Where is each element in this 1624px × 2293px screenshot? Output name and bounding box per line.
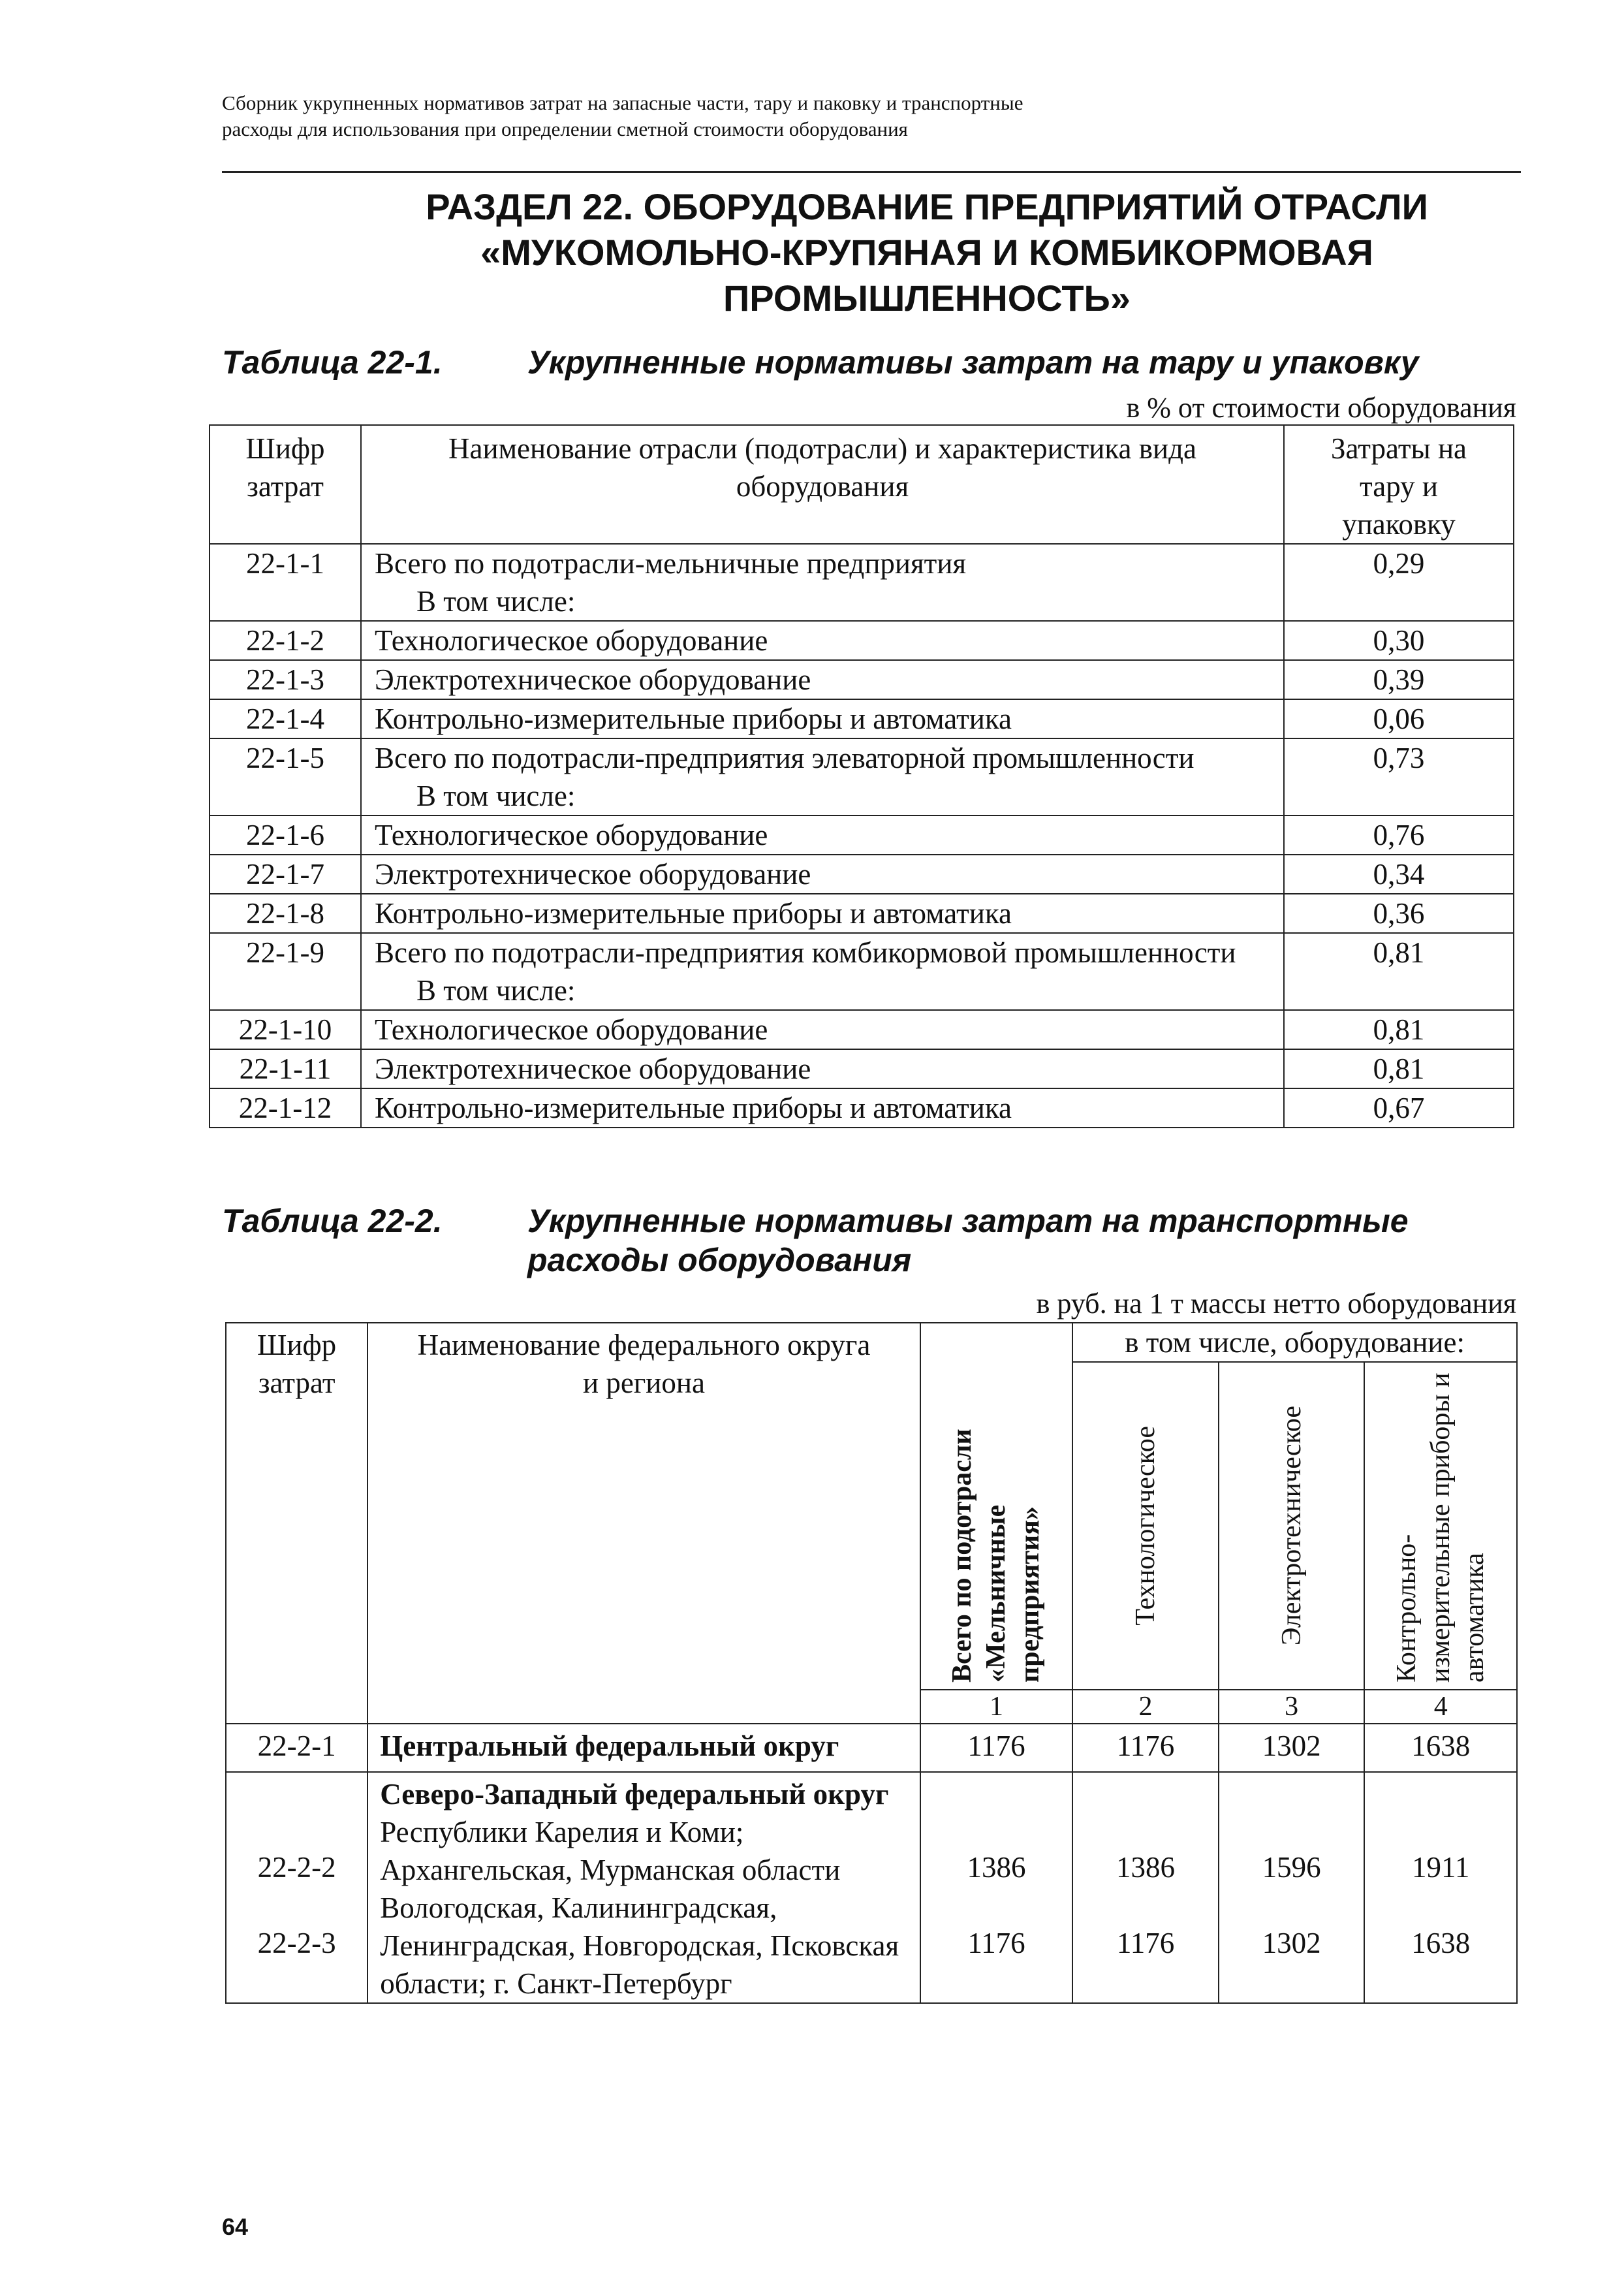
table1-row-subnote: В том числе:	[416, 780, 576, 812]
running-header	[222, 90, 1514, 142]
table2-row1-code: 22-2-1	[226, 1724, 367, 1772]
table1-unit-note: в % от стоимости оборудования	[1126, 392, 1516, 424]
table2-row1-c3: 1302	[1219, 1724, 1365, 1772]
table2-nw-c4	[1364, 1772, 1517, 2003]
table1-row-value: 0,67	[1284, 1088, 1514, 1128]
table1-row-code: 22-1-11	[210, 1049, 361, 1088]
page-number: 64	[222, 2213, 249, 2240]
table1-row-name-text: Всего по подотрасли-предприятия комбикормовой промышленности	[375, 936, 1236, 969]
table1-row-code: 22-1-6	[210, 815, 361, 855]
table1-row-name	[361, 815, 1284, 855]
table2-header-total-cell	[920, 1323, 1073, 1690]
table1-row-name-text: Всего по подотрасли-мельничные предприятия	[375, 547, 967, 580]
table1-title: Укрупненные нормативы затрат на тару и упаковку	[527, 344, 1419, 381]
table2-header-row-1	[226, 1323, 1517, 1362]
table1-row-name	[361, 1088, 1284, 1128]
table1-row-value: 0,29	[1284, 544, 1514, 621]
table1-row-value: 0,81	[1284, 933, 1514, 1010]
table1-row-value: 0,39	[1284, 660, 1514, 699]
table1-row-name-text: Контрольно-измерительные приборы и автоматика	[375, 897, 1012, 930]
table1-row	[210, 855, 1514, 894]
table2-row1-c1: 1176	[920, 1724, 1073, 1772]
table2-colnum-4: 4	[1364, 1690, 1517, 1724]
table1-row	[210, 1010, 1514, 1049]
table1-row-name-text: Всего по подотрасли-предприятия элеваторной промышленности	[375, 742, 1195, 774]
table1-row-name-text: Электротехническое оборудование	[375, 858, 811, 891]
table1-header-code: Шифр затрат	[210, 425, 361, 544]
table2-row3-name: Вологодская, Калининградская, Ленинградская, Новгородская, Псковская области; г. Санкт-Петербург	[380, 1891, 899, 2000]
table2-header-total-text: Всего по подотрасли «Мельничные предприятия»	[947, 1429, 1046, 1683]
table2-header-code: Шифр затрат	[226, 1323, 367, 1724]
table1-row	[210, 1049, 1514, 1088]
table2-title: Укрупненные нормативы затрат на транспортные расходы оборудования	[527, 1203, 1409, 1278]
table1-row-name	[361, 544, 1284, 621]
table1-row-code: 22-1-7	[210, 855, 361, 894]
table2-row3-code: 22-2-3	[257, 1927, 336, 1959]
table1-header-row	[210, 425, 1514, 544]
table1-row-name	[361, 855, 1284, 894]
table2-header-electro: Электротехническое	[1276, 1406, 1307, 1646]
header-rule	[222, 171, 1521, 173]
table1-row-code: 22-1-4	[210, 699, 361, 738]
table1-row	[210, 1088, 1514, 1128]
table2-row3-c3: 1302	[1262, 1927, 1321, 1959]
table1-row-code: 22-1-9	[210, 933, 361, 1010]
table2-nw-codes	[226, 1772, 367, 2003]
table2-header-kip-cell	[1364, 1362, 1517, 1690]
table1-row-value: 0,76	[1284, 815, 1514, 855]
table1-row	[210, 660, 1514, 699]
table2-row1-name: Центральный федеральный округ	[367, 1724, 920, 1772]
table2-header-group: в том числе, оборудование:	[1072, 1323, 1517, 1362]
table2-number: Таблица 22-2.	[222, 1203, 443, 1239]
table1-row-name-text: Технологическое оборудование	[375, 624, 768, 657]
table2-colnum-3: 3	[1219, 1690, 1365, 1724]
running-header-line-1: Сборник укрупненных нормативов затрат на запасные части, тару и паковку и транспортные	[222, 91, 1023, 114]
table2-row2-name: Республики Карелия и Коми; Архангельская, Мурманская области	[380, 1816, 841, 1886]
table2-code-spacer	[226, 1886, 367, 1924]
table2-unit-note: в руб. на 1 т массы нетто оборудования	[1036, 1288, 1516, 1320]
table2-row1-c4: 1638	[1364, 1724, 1517, 1772]
table1-row	[210, 699, 1514, 738]
table1-row	[210, 544, 1514, 621]
table2-nw-c2	[1072, 1772, 1219, 2003]
table2-row3-c4: 1638	[1411, 1927, 1471, 1959]
table2-row-northwest	[226, 1772, 1517, 2003]
table1-header-name: Наименование отрасли (подотрасли) и характеристика вида оборудования	[361, 425, 1284, 544]
table2-row2-c2: 1386	[1116, 1851, 1176, 1884]
table2-colnum-1: 1	[920, 1690, 1073, 1724]
table1-row-name	[361, 1049, 1284, 1088]
table2-c3-spacer	[1219, 1886, 1364, 1924]
table2-nw-c1	[920, 1772, 1073, 2003]
running-header-line-2: расходы для использования при определении сметной стоимости оборудования	[222, 118, 908, 140]
table2-nw-c3	[1219, 1772, 1365, 2003]
table1-row-value: 0,06	[1284, 699, 1514, 738]
table1-row-name	[361, 1010, 1284, 1049]
table2-c4-spacer	[1365, 1886, 1516, 1924]
table2-header-tech-cell	[1072, 1362, 1219, 1690]
table1	[209, 424, 1514, 1128]
table1-row-value: 0,81	[1284, 1049, 1514, 1088]
table2-row2-c4: 1911	[1412, 1851, 1470, 1884]
table1-row-name	[361, 933, 1284, 1010]
table2-colnum-2: 2	[1072, 1690, 1219, 1724]
table2-header-kip: Контрольно-измерительные приборы и автоматика	[1392, 1372, 1490, 1683]
table2-district2: Северо-Западный федеральный округ	[380, 1778, 889, 1811]
table1-row-name-text: Электротехническое оборудование	[375, 663, 811, 696]
table2-row2-code: 22-2-2	[257, 1851, 336, 1884]
table1-row	[210, 621, 1514, 660]
table2-nw-names	[367, 1772, 920, 2003]
section-title-line-1: РАЗДЕЛ 22. ОБОРУДОВАНИЕ ПРЕДПРИЯТИЙ ОТРАСЛИ	[426, 186, 1428, 227]
table1-row-value: 0,36	[1284, 894, 1514, 933]
table1-row	[210, 815, 1514, 855]
table1-row-subnote: В том числе:	[416, 974, 576, 1007]
table2-header-electro-cell	[1219, 1362, 1365, 1690]
table1-row-name	[361, 621, 1284, 660]
table1-row-value: 0,81	[1284, 1010, 1514, 1049]
table2-header-total	[945, 1369, 1047, 1683]
table1-row-name	[361, 699, 1284, 738]
table1-row-code: 22-1-2	[210, 621, 361, 660]
table1-row	[210, 933, 1514, 1010]
table2-header-tech: Технологическое	[1131, 1426, 1161, 1626]
table1-row-code: 22-1-8	[210, 894, 361, 933]
section-title	[366, 184, 1488, 321]
table1-row-name-text: Контрольно-измерительные приборы и автоматика	[375, 1092, 1012, 1124]
table1-row-name	[361, 660, 1284, 699]
table2-row-22-2-1	[226, 1724, 1517, 1772]
section-title-line-2: «МУКОМОЛЬНО-КРУПЯНАЯ И КОМБИКОРМОВАЯ	[480, 232, 1373, 273]
table2-row2-c1: 1386	[967, 1851, 1026, 1884]
table1-row-name-text: Технологическое оборудование	[375, 819, 768, 851]
table1-row-code: 22-1-5	[210, 738, 361, 815]
table1-row-code: 22-1-3	[210, 660, 361, 699]
table2-row2-c3: 1596	[1262, 1851, 1321, 1884]
table1-row-name	[361, 738, 1284, 815]
table1-header-value: Затраты на тару и упаковку	[1284, 425, 1514, 544]
table1-row-subnote: В том числе:	[416, 585, 576, 618]
table2-header-name: Наименование федерального округа и региона	[367, 1323, 920, 1724]
table2-row3-c1: 1176	[967, 1927, 1025, 1959]
table1-row-value: 0,34	[1284, 855, 1514, 894]
table2-row1-c2: 1176	[1072, 1724, 1219, 1772]
table1-row-name	[361, 894, 1284, 933]
table1-number: Таблица 22-1.	[222, 344, 443, 381]
section-title-line-3: ПРОМЫШЛЕННОСТЬ»	[723, 277, 1131, 319]
table1-row-name-text: Контрольно-измерительные приборы и автоматика	[375, 703, 1012, 735]
table2-c2-spacer	[1073, 1886, 1218, 1924]
table1-row-name-text: Технологическое оборудование	[375, 1013, 768, 1046]
table1-row	[210, 738, 1514, 815]
table1-row-name-text: Электротехническое оборудование	[375, 1052, 811, 1085]
table2-c1-spacer	[921, 1886, 1072, 1924]
table1-row-value: 0,73	[1284, 738, 1514, 815]
table1-row-code: 22-1-1	[210, 544, 361, 621]
table1-body	[210, 544, 1514, 1128]
table1-row-code: 22-1-10	[210, 1010, 361, 1049]
table2-row3-c2: 1176	[1116, 1927, 1175, 1959]
table1-row-value: 0,30	[1284, 621, 1514, 660]
table1-row	[210, 894, 1514, 933]
table2	[225, 1322, 1518, 2004]
table1-row-code: 22-1-12	[210, 1088, 361, 1128]
